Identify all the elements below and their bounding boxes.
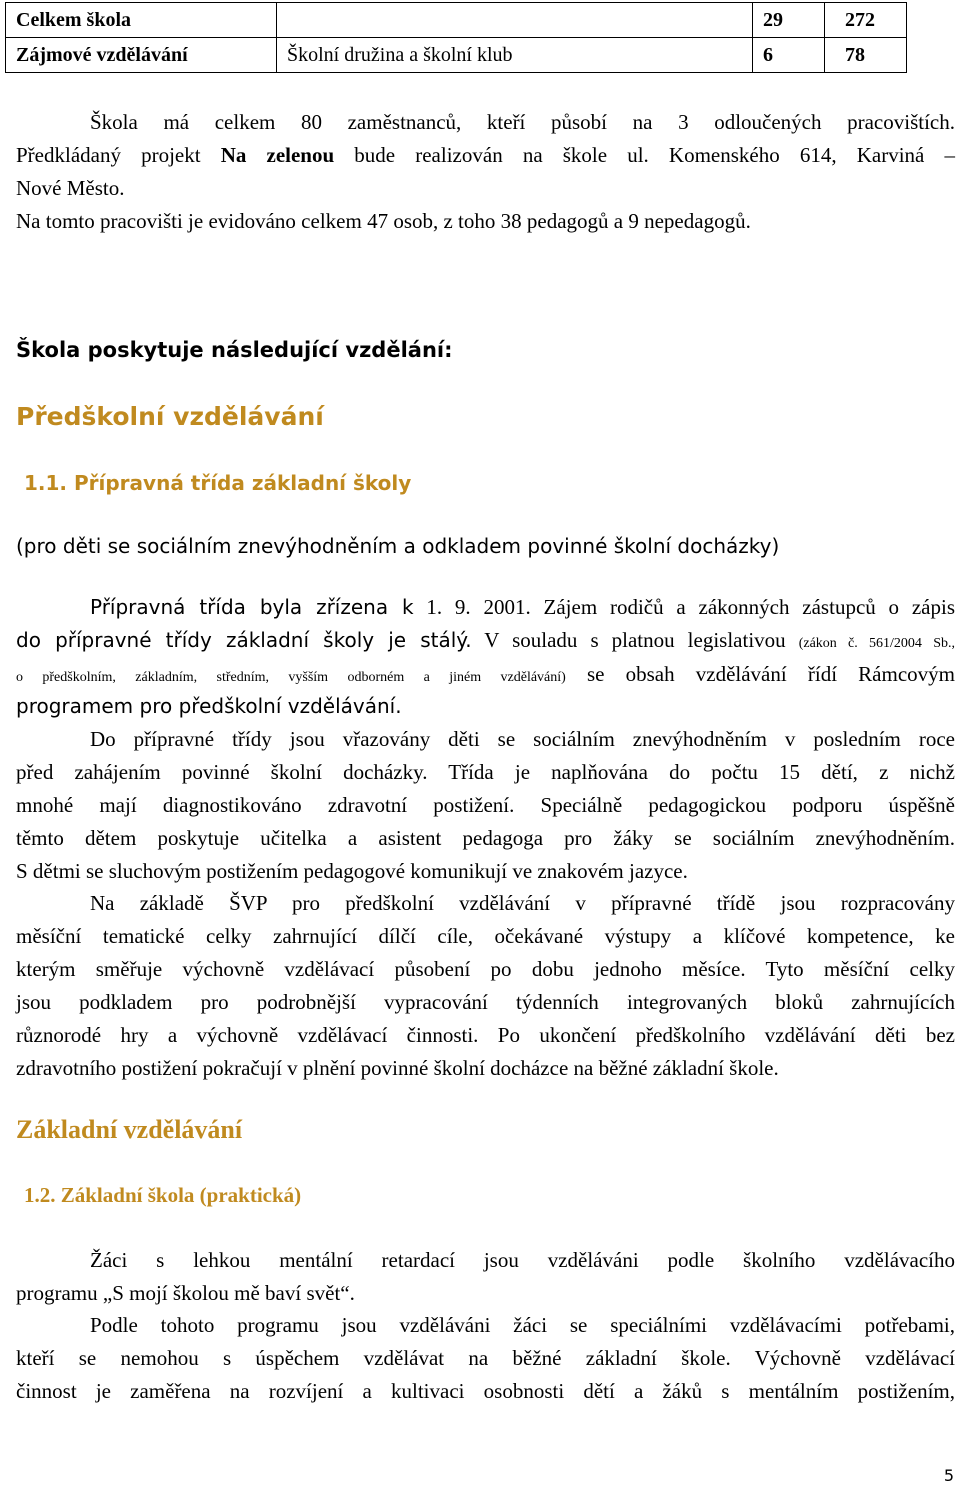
text: bude realizován na škole ul. Komenského 614, Karviná – [334,143,956,167]
project-name: Na zelenou [220,143,335,167]
table-row [6,3,907,38]
paragraph-line: Podle tohoto programu jsou vzděláváni žáci se speciálními vzdělávacími potřebami, [90,1313,955,1337]
intro-line: Na tomto pracovišti je evidováno celkem 47 osob, z toho 38 pedagogů a 9 nepedagogů. [16,209,751,233]
table-cell: 78 [825,38,907,73]
table-cell [277,3,753,38]
text: (zákon č. 561/2004 Sb., [798,636,955,651]
text: Předkládaný projekt [16,143,221,167]
table-cell: Zájmové vzdělávání [6,38,277,73]
subsection-heading: 1.1. Přípravná třída základní školy [24,471,412,495]
text: 1. 9. 2001. Zájem rodičů a zákonných zástupců o zápis [413,595,956,619]
paragraph-line: Na základě ŠVP pro předškolní vzdělávání v přípravné třídě jsou rozpracovány [90,891,955,915]
paragraph-line: měsíční tematické celky zahrnující dílčí cíle, očekávané výstupy a klíčové kompetence, ke [16,924,955,948]
table-cell: Celkem škola [6,3,277,38]
note-line: (pro děti se sociálním znevýhodněním a odkladem povinné školní docházky) [16,534,780,558]
paragraph-line: různorodé hry a výchovně vzdělávací činnosti. Po ukončení předškolního vzdělávání děti bez [16,1023,955,1047]
table-cell: 29 [753,3,825,38]
table-cell: Školní družina a školní klub [277,38,753,73]
paragraph-line: kterým směřuje výchovně vzdělávací působení po dobu jednoho měsíce. Tyto měsíční celky [16,957,955,981]
table-row [6,38,907,73]
text: Přípravná třída byla zřízena k [90,595,414,619]
text: se obsah vzdělávání řídí Rámcovým [565,662,955,686]
text: o předškolním, základním, středním, vyšším odborném a jiném vzdělávání) [16,670,566,685]
table-cell: 272 [825,3,907,38]
subsection-heading: 1.2. Základní škola (praktická) [24,1183,302,1207]
section-heading: Základní vzdělávání [16,1115,243,1144]
paragraph-line: zdravotního postižení pokračují v plnění povinné školní docházce na běžné základní škole. [16,1056,779,1080]
intro-line: Škola má celkem 80 zaměstnanců, kteří působí na 3 odloučených pracovištích. [90,110,955,134]
text: do přípravné třídy základní školy je stálý. [16,628,472,652]
table-cell: 6 [753,38,825,73]
paragraph-line: programem pro předškolní vzdělávání. [16,694,402,718]
paragraph-line: činnost je zaměřena na rozvíjení a kultivaci osobnosti dětí a žáků s mentálním postižením, [16,1379,955,1403]
paragraph-line [16,624,955,656]
paragraph-line: před zahájením povinné školní docházky. Třída je naplňována do počtu 15 dětí, z nichž [16,760,955,784]
paragraph-line: mnohé mají diagnostikováno zdravotní postižení. Speciálně pedagogickou podporu úspěšně [16,793,955,817]
section-heading: Předškolní vzdělávání [16,402,324,431]
paragraph-line [90,591,955,623]
paragraph-line: programu „S mojí školou mě baví svět“. [16,1281,355,1305]
text: V souladu s platnou legislativou [471,628,799,652]
intro-line [16,139,955,171]
summary-table [5,2,907,73]
page-number: 5 [943,1466,954,1485]
paragraph-line: S dětmi se sluchovým postižením pedagogové komunikují ve znakovém jazyce. [16,859,688,883]
paragraph-line [16,658,955,690]
paragraph-line: těmto dětem poskytuje učitelka a asistent pedagoga pro žáky se sociálním znevýhodněním. [16,826,955,850]
paragraph-line: Žáci s lehkou mentální retardací jsou vzděláváni podle školního vzdělávacího [90,1248,955,1272]
paragraph-line: jsou podkladem pro podrobnější vypracování týdenních integrovaných bloků zahrnujících [16,990,955,1014]
section-heading: Škola poskytuje následující vzdělání: [16,338,453,362]
paragraph-line: kteří se nemohou s úspěchem vzdělávat na běžné základní škole. Výchovně vzdělávací [16,1346,955,1370]
intro-line: Nové Město. [16,176,125,200]
paragraph-line: Do přípravné třídy jsou vřazovány děti se sociálním znevýhodněním v posledním roce [90,727,955,751]
